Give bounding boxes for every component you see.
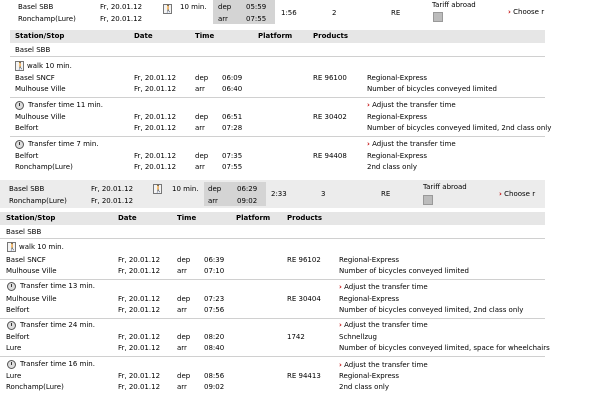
- col-products: Products: [287, 214, 323, 222]
- leg-station: Lure: [6, 344, 22, 352]
- arr-label: arr: [218, 15, 228, 23]
- leg-date: Fr, 20.01.12: [118, 383, 161, 391]
- leg-info: Regional-Express: [367, 152, 428, 160]
- leg-arr-label: arr: [177, 306, 187, 314]
- leg-station: Lure: [6, 372, 22, 380]
- leg-arr-label: arr: [177, 267, 187, 275]
- arrow-icon: ›: [499, 190, 502, 198]
- changes: 3: [321, 190, 326, 198]
- leg-date: Fr, 20.01.12: [118, 267, 161, 275]
- leg-dep-time: 06:09: [222, 74, 243, 82]
- adjust-transfer-link[interactable]: › Adjust the transfer time: [339, 361, 428, 369]
- leg-info: 2nd class only: [367, 163, 417, 171]
- dep-label: dep: [218, 3, 232, 11]
- leg-date: Fr, 20.01.12: [134, 74, 177, 82]
- arr-date: Fr, 20.01.12: [91, 197, 134, 205]
- leg-date: Fr, 20.01.12: [134, 124, 177, 132]
- leg-product[interactable]: RE 96100: [313, 74, 347, 82]
- leg-dep-time: 08:20: [204, 333, 225, 341]
- leg-date: Fr, 20.01.12: [118, 344, 161, 352]
- leg-arr-label: arr: [195, 163, 205, 171]
- leg-dep-time: 07:23: [204, 295, 225, 303]
- leg-date: Fr, 20.01.12: [134, 85, 177, 93]
- walk-icon: [153, 184, 162, 194]
- clock-icon: [7, 360, 16, 369]
- walk-duration: 10 min.: [172, 185, 199, 193]
- dep-date: Fr, 20.01.12: [100, 3, 143, 11]
- from-station: Basel SBB: [18, 3, 54, 11]
- details-header: [0, 212, 545, 225]
- leg-arr-label: arr: [177, 383, 187, 391]
- walk-row: walk 10 min.: [27, 62, 72, 70]
- leg-dep-label: dep: [195, 74, 209, 82]
- dep-date: Fr, 20.01.12: [91, 185, 134, 193]
- leg-station: Mulhouse Ville: [15, 85, 66, 93]
- adjust-transfer-link[interactable]: › Adjust the transfer time: [367, 140, 456, 148]
- col-station: Station/Stop: [6, 214, 56, 222]
- start-station: Basel SBB: [6, 228, 42, 236]
- walk-icon: [15, 61, 24, 71]
- col-platform: Platform: [236, 214, 271, 222]
- arr-label: arr: [208, 197, 218, 205]
- transfer-time: Transfer time 13 min.: [20, 282, 95, 290]
- leg-station: Basel SNCF: [6, 256, 46, 264]
- dep-time: 05:59: [246, 3, 267, 11]
- col-date: Date: [118, 214, 137, 222]
- clock-icon: [15, 140, 24, 149]
- col-time: Time: [177, 214, 197, 222]
- leg-station: Ronchamp(Lure): [15, 163, 73, 171]
- to-station: Ronchamp(Lure): [18, 15, 76, 23]
- leg-station: Belfort: [15, 152, 39, 160]
- leg-product[interactable]: RE 30404: [287, 295, 321, 303]
- leg-info: Regional-Express: [339, 256, 400, 264]
- col-date: Date: [134, 32, 153, 40]
- leg-dep-label: dep: [177, 333, 191, 341]
- arrow-icon: ›: [508, 8, 511, 16]
- leg-station: Belfort: [6, 306, 30, 314]
- walk-icon: [163, 4, 172, 14]
- leg-info: Schnellzug: [339, 333, 377, 341]
- leg-date: Fr, 20.01.12: [134, 113, 177, 121]
- leg-info: Number of bicycles conveyed limited, 2nd class only: [339, 306, 524, 314]
- tariff-label: Tariff abroad: [432, 1, 476, 9]
- transfer-time: Transfer time 7 min.: [28, 140, 99, 148]
- clock-icon: [7, 282, 16, 291]
- arr-time: 07:55: [246, 15, 267, 23]
- leg-arr-time: 07:10: [204, 267, 225, 275]
- leg-dep-label: dep: [177, 372, 191, 380]
- leg-info: Number of bicycles conveyed limited, 2nd class only: [367, 124, 552, 132]
- leg-info: Regional-Express: [367, 113, 428, 121]
- products: RE: [391, 9, 401, 17]
- leg-train-number[interactable]: 1742: [287, 333, 305, 341]
- transfer-time: Transfer time 16 min.: [20, 360, 95, 368]
- walk-row: walk 10 min.: [19, 243, 64, 251]
- leg-info: 2nd class only: [339, 383, 389, 391]
- choose-link[interactable]: › Choose r: [508, 8, 545, 16]
- leg-arr-label: arr: [195, 85, 205, 93]
- leg-info: Number of bicycles conveyed limited: [339, 267, 469, 275]
- plane-icon: [423, 195, 433, 205]
- dep-time: 06:29: [237, 185, 258, 193]
- arr-date: Fr, 20.01.12: [100, 15, 143, 23]
- leg-info: Number of bicycles conveyed limited: [367, 85, 497, 93]
- leg-info: Number of bicycles conveyed limited, space for wheelchairs: [339, 344, 550, 352]
- leg-dep-time: 07:35: [222, 152, 243, 160]
- clock-icon: [7, 321, 16, 330]
- arr-time: 09:02: [237, 197, 258, 205]
- duration: 2:33: [271, 190, 287, 198]
- leg-dep-label: dep: [177, 256, 191, 264]
- col-platform: Platform: [258, 32, 293, 40]
- tariff-label: Tariff abroad: [423, 183, 467, 191]
- plane-icon: [433, 12, 443, 22]
- leg-dep-label: dep: [195, 152, 209, 160]
- leg-info: Regional-Express: [339, 372, 400, 380]
- leg-dep-time: 08:56: [204, 372, 225, 380]
- from-station: Basel SBB: [9, 185, 45, 193]
- leg-product[interactable]: RE 30402: [313, 113, 347, 121]
- col-products: Products: [313, 32, 349, 40]
- leg-arr-time: 07:55: [222, 163, 243, 171]
- col-time: Time: [195, 32, 215, 40]
- leg-dep-label: dep: [195, 113, 209, 121]
- duration: 1:56: [281, 9, 297, 17]
- leg-station: Mulhouse Ville: [6, 267, 57, 275]
- col-station: Station/Stop: [15, 32, 65, 40]
- start-station: Basel SBB: [15, 46, 51, 54]
- leg-station: Mulhouse Ville: [6, 295, 57, 303]
- leg-station: Ronchamp(Lure): [6, 383, 64, 391]
- leg-info: Regional-Express: [367, 74, 428, 82]
- leg-product[interactable]: RE 94408: [313, 152, 347, 160]
- leg-arr-time: 06:40: [222, 85, 243, 93]
- products: RE: [381, 190, 391, 198]
- leg-station: Belfort: [6, 333, 30, 341]
- leg-station: Mulhouse Ville: [15, 113, 66, 121]
- leg-arr-time: 09:02: [204, 383, 225, 391]
- dep-label: dep: [208, 185, 222, 193]
- adjust-transfer-link[interactable]: › Adjust the transfer time: [339, 283, 428, 291]
- leg-arr-time: 08:40: [204, 344, 225, 352]
- leg-date: Fr, 20.01.12: [118, 306, 161, 314]
- changes: 2: [332, 9, 337, 17]
- leg-arr-label: arr: [177, 344, 187, 352]
- adjust-transfer-link[interactable]: › Adjust the transfer time: [339, 321, 428, 329]
- leg-date: Fr, 20.01.12: [118, 295, 161, 303]
- choose-link[interactable]: › Choose r: [499, 190, 536, 198]
- transfer-time: Transfer time 11 min.: [28, 101, 103, 109]
- leg-date: Fr, 20.01.12: [118, 372, 161, 380]
- leg-date: Fr, 20.01.12: [118, 333, 161, 341]
- walk-duration: 10 min.: [180, 3, 207, 11]
- leg-date: Fr, 20.01.12: [134, 152, 177, 160]
- walk-icon: [7, 242, 16, 252]
- leg-date: Fr, 20.01.12: [118, 256, 161, 264]
- transfer-time: Transfer time 24 min.: [20, 321, 95, 329]
- leg-info: Regional-Express: [339, 295, 400, 303]
- leg-date: Fr, 20.01.12: [134, 163, 177, 171]
- leg-arr-time: 07:56: [204, 306, 225, 314]
- leg-station: Basel SNCF: [15, 74, 55, 82]
- adjust-transfer-link[interactable]: › Adjust the transfer time: [367, 101, 456, 109]
- leg-arr-time: 07:28: [222, 124, 243, 132]
- leg-dep-label: dep: [177, 295, 191, 303]
- to-station: Ronchamp(Lure): [9, 197, 67, 205]
- leg-dep-time: 06:39: [204, 256, 225, 264]
- leg-dep-time: 06:51: [222, 113, 243, 121]
- leg-station: Belfort: [15, 124, 39, 132]
- leg-product[interactable]: RE 96102: [287, 256, 321, 264]
- clock-icon: [15, 101, 24, 110]
- leg-arr-label: arr: [195, 124, 205, 132]
- leg-product[interactable]: RE 94413: [287, 372, 321, 380]
